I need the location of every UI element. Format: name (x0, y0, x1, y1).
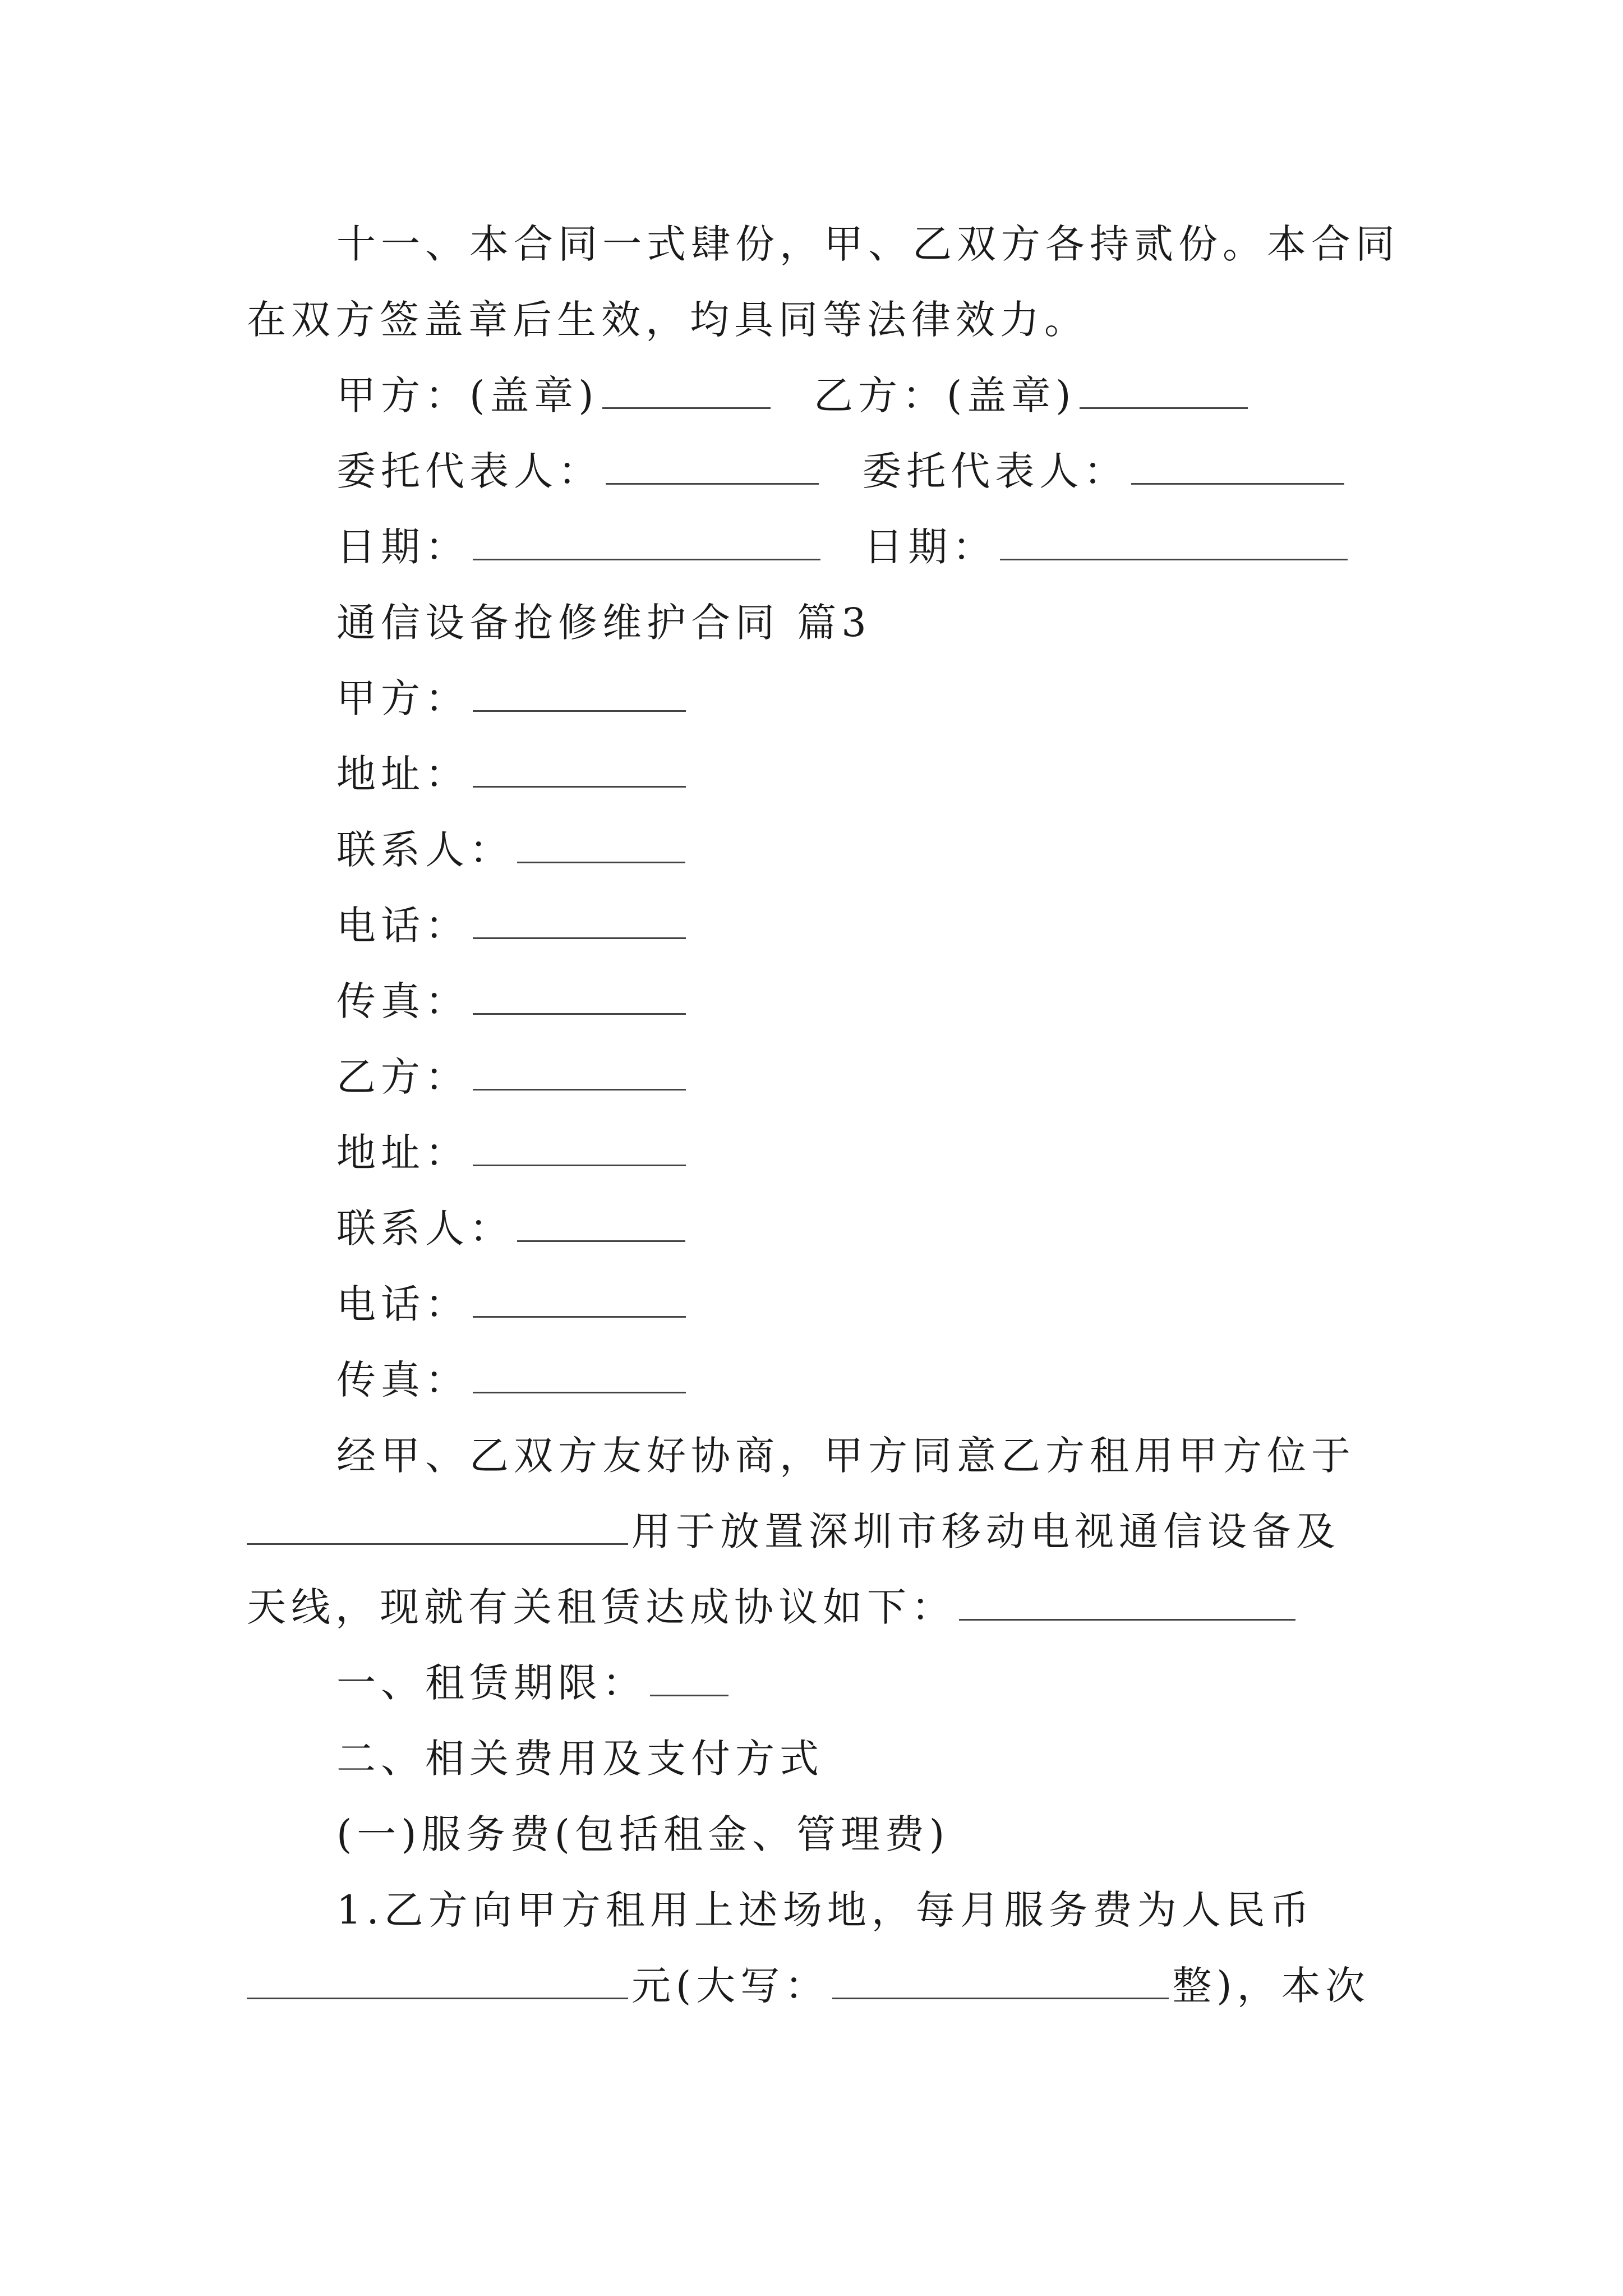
party-a-name-label: 甲方： (336, 675, 469, 721)
date-a-label: 日期： (336, 524, 469, 570)
party-b-address-row (336, 1125, 689, 1181)
section-title: 通信设备抢修维护合同 篇3 (336, 600, 872, 646)
rep-a-blank (606, 444, 819, 485)
intro-line-2-row (247, 1503, 1340, 1559)
party-a-contact-blank (517, 822, 685, 863)
party-a-address-row (336, 746, 689, 802)
party-a-phone-blank (473, 898, 686, 939)
rep-b-blank (1131, 444, 1344, 485)
party-a-fax-blank (473, 974, 686, 1015)
fee-in-words-blank (832, 1958, 1169, 1999)
party-a-address-blank (473, 747, 686, 788)
party-a-fax-row (336, 973, 689, 1029)
party-b-contact-blank (517, 1201, 685, 1242)
intro-trailing-blank (959, 1580, 1295, 1621)
lease-period-blank (650, 1655, 728, 1696)
intro-line-1: 经甲、乙双方友好协商，甲方同意乙方租用甲方位于 (336, 1433, 1355, 1479)
item-1-line-1: 1.乙方向甲方租用上述场地，每月服务费为人民币 (336, 1887, 1315, 1933)
clause-11-line-1: 十一、本合同一式肆份，甲、乙双方各持贰份。本合同 (336, 221, 1400, 267)
party-b-fax-row (336, 1352, 689, 1408)
party-b-fax-blank (473, 1352, 686, 1393)
signature-row-representative (336, 443, 1348, 499)
lease-period-label: 一、租赁期限： (336, 1660, 647, 1706)
item-1-end: 整)，本次 (1172, 1963, 1370, 2009)
party-b-address-blank (473, 1125, 686, 1166)
party-a-name-row (336, 670, 689, 726)
clause-11-line-2: 在双方签盖章后生效，均具同等法律效力。 (247, 297, 1089, 343)
service-fee-heading: (一)服务费(包括租金、管理费) (336, 1811, 950, 1857)
monthly-fee-blank (247, 1958, 628, 1999)
party-a-address-label: 地址： (336, 751, 469, 797)
party-b-name-row (336, 1049, 689, 1105)
signature-row-date (336, 519, 1351, 575)
lease-period-row (336, 1655, 732, 1711)
intro-line-3: 天线，现就有关租赁达成协议如下： (247, 1584, 956, 1630)
party-a-seal-label: 甲方：(盖章) (336, 372, 599, 418)
intro-line-3-row (247, 1579, 1299, 1635)
signature-row-seal (336, 367, 1251, 424)
party-a-seal-blank (602, 368, 771, 409)
intro-line-2: 用于放置深圳市移动电视通信设备及 (631, 1508, 1340, 1554)
party-b-name-label: 乙方： (336, 1054, 469, 1100)
item-1-yuan-label: 元(大写： (631, 1963, 829, 2009)
party-b-address-label: 地址： (336, 1130, 469, 1176)
party-b-contact-row (336, 1200, 689, 1257)
party-b-fax-label: 传真： (336, 1357, 469, 1403)
party-b-phone-row (336, 1276, 689, 1332)
party-a-name-blank (473, 671, 686, 712)
party-a-phone-row (336, 898, 689, 954)
rep-b-label: 委托代表人： (862, 448, 1128, 494)
party-a-contact-label: 联系人： (336, 827, 514, 873)
item-1-line-2-row (247, 1958, 1370, 2014)
party-a-fax-label: 传真： (336, 978, 469, 1024)
date-b-blank (1000, 519, 1348, 560)
party-b-contact-label: 联系人： (336, 1205, 514, 1251)
party-b-seal-blank (1080, 368, 1248, 409)
party-b-name-blank (473, 1050, 686, 1091)
party-b-phone-label: 电话： (336, 1281, 469, 1327)
date-a-blank (473, 519, 820, 560)
location-blank (247, 1504, 628, 1545)
party-a-contact-row (336, 822, 689, 878)
date-b-label: 日期： (864, 524, 997, 570)
fees-heading: 二、相关费用及支付方式 (336, 1736, 824, 1782)
party-a-phone-label: 电话： (336, 903, 469, 949)
party-b-seal-label: 乙方：(盖章) (813, 372, 1076, 418)
party-b-phone-blank (473, 1277, 686, 1318)
rep-a-label: 委托代表人： (336, 448, 602, 494)
